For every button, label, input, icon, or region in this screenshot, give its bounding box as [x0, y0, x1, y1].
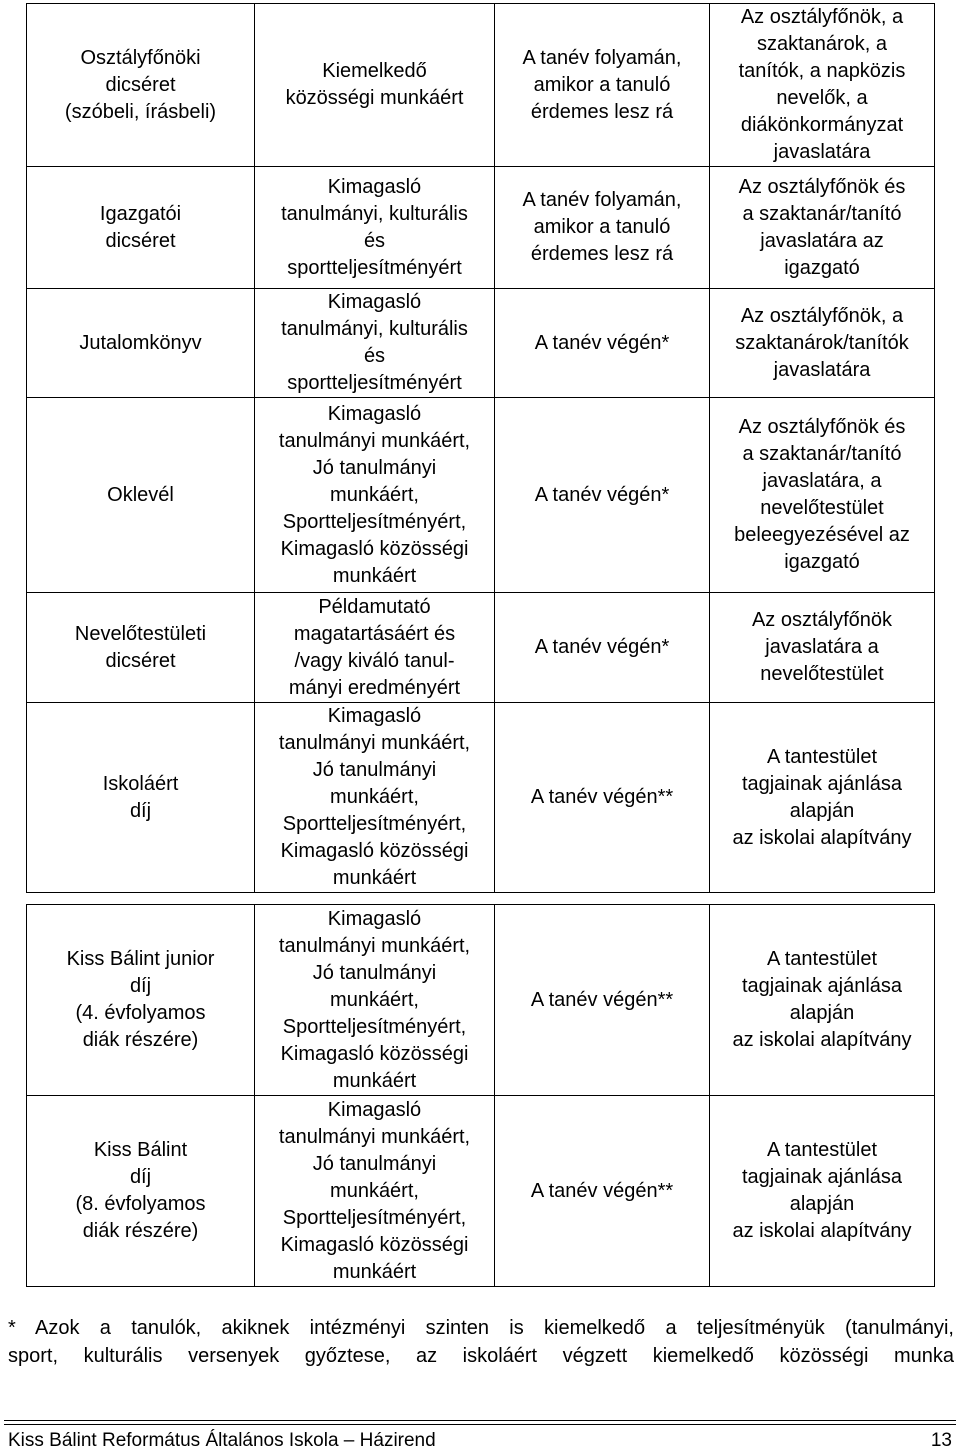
awards-table-bottom: [26, 904, 935, 1287]
award-cell: Oklevél: [27, 398, 255, 593]
proposer-cell: A tantestület tagjainak ajánlása alapján az iskolai alapítvány: [710, 905, 935, 1096]
when-cell: A tanév végén*: [495, 289, 710, 398]
footer-divider: [4, 1420, 956, 1421]
table-row: [27, 289, 935, 398]
reason-cell: Kimagasló tanulmányi, kulturális és sportteljesítményért: [255, 289, 495, 398]
footnote-line: * Azok a tanulók, akiknek intézményi szinten is kiemelkedő a teljesítményük (tanulmányi,: [8, 1317, 954, 1339]
reason-cell: Példamutató magatartásáért és /vagy kiváló tanul- mányi eredményért: [255, 593, 495, 703]
table-row: [27, 4, 935, 167]
footnote-line: sport, kulturális versenyek győztese, az iskoláért végzett kiemelkedő közösségi munka: [8, 1345, 954, 1367]
table-row: [27, 398, 935, 593]
award-cell: Jutalomkönyv: [27, 289, 255, 398]
footer-title: Kiss Bálint Református Általános Iskola – Házirend: [8, 1430, 436, 1451]
table-row: [27, 703, 935, 893]
when-cell: A tanév végén**: [495, 1096, 710, 1287]
table-row: [27, 905, 935, 1096]
when-cell: A tanév végén*: [495, 593, 710, 703]
reason-cell: Kimagasló tanulmányi munkáért, Jó tanulmányi munkáért, Sportteljesítményért, Kimagasló közösségi munkáért: [255, 1096, 495, 1287]
reason-cell: Kiemelkedő közösségi munkáért: [255, 4, 495, 167]
when-cell: A tanév végén**: [495, 905, 710, 1096]
when-cell: A tanév végén**: [495, 703, 710, 893]
reason-cell: Kimagasló tanulmányi munkáért, Jó tanulmányi munkáért, Sportteljesítményért, Kimagasló közösségi munkáért: [255, 905, 495, 1096]
when-cell: A tanév folyamán, amikor a tanuló érdemes lesz rá: [495, 4, 710, 167]
proposer-cell: Az osztályfőnök, a szaktanárok, a tanítók, a napközis nevelők, a diákönkormányzat javaslatára: [710, 4, 935, 167]
proposer-cell: A tantestület tagjainak ajánlása alapján az iskolai alapítvány: [710, 1096, 935, 1287]
proposer-cell: Az osztályfőnök és a szaktanár/tanító javaslatára az igazgató: [710, 167, 935, 289]
award-cell: Iskoláért díj: [27, 703, 255, 893]
table-row: [27, 593, 935, 703]
page-number: 13: [930, 1430, 952, 1451]
reason-cell: Kimagasló tanulmányi munkáért, Jó tanulmányi munkáért, Sportteljesítményért, Kimagasló közösségi munkáért: [255, 703, 495, 893]
awards-table-top: [26, 3, 935, 893]
proposer-cell: Az osztályfőnök, a szaktanárok/tanítók javaslatára: [710, 289, 935, 398]
footnote: [8, 1314, 954, 1370]
award-cell: Nevelőtestületi dicséret: [27, 593, 255, 703]
reason-cell: Kimagasló tanulmányi, kulturális és sportteljesítményért: [255, 167, 495, 289]
proposer-cell: Az osztályfőnök és a szaktanár/tanító javaslatára, a nevelőtestület beleegyezésével az igazgató: [710, 398, 935, 593]
reason-cell: Kimagasló tanulmányi munkáért, Jó tanulmányi munkáért, Sportteljesítményért, Kimagasló közösségi munkáért: [255, 398, 495, 593]
proposer-cell: Az osztályfőnök javaslatára a nevelőtestület: [710, 593, 935, 703]
footer-divider: [4, 1424, 956, 1425]
award-cell: Igazgatói dicséret: [27, 167, 255, 289]
award-cell: Osztályfőnöki dicséret (szóbeli, írásbeli): [27, 4, 255, 167]
table-row: [27, 1096, 935, 1287]
table-row: [27, 167, 935, 289]
award-cell: Kiss Bálint díj (8. évfolyamos diák részére): [27, 1096, 255, 1287]
when-cell: A tanév folyamán, amikor a tanuló érdemes lesz rá: [495, 167, 710, 289]
award-cell: Kiss Bálint junior díj (4. évfolyamos diák részére): [27, 905, 255, 1096]
proposer-cell: A tantestület tagjainak ajánlása alapján az iskolai alapítvány: [710, 703, 935, 893]
when-cell: A tanév végén*: [495, 398, 710, 593]
